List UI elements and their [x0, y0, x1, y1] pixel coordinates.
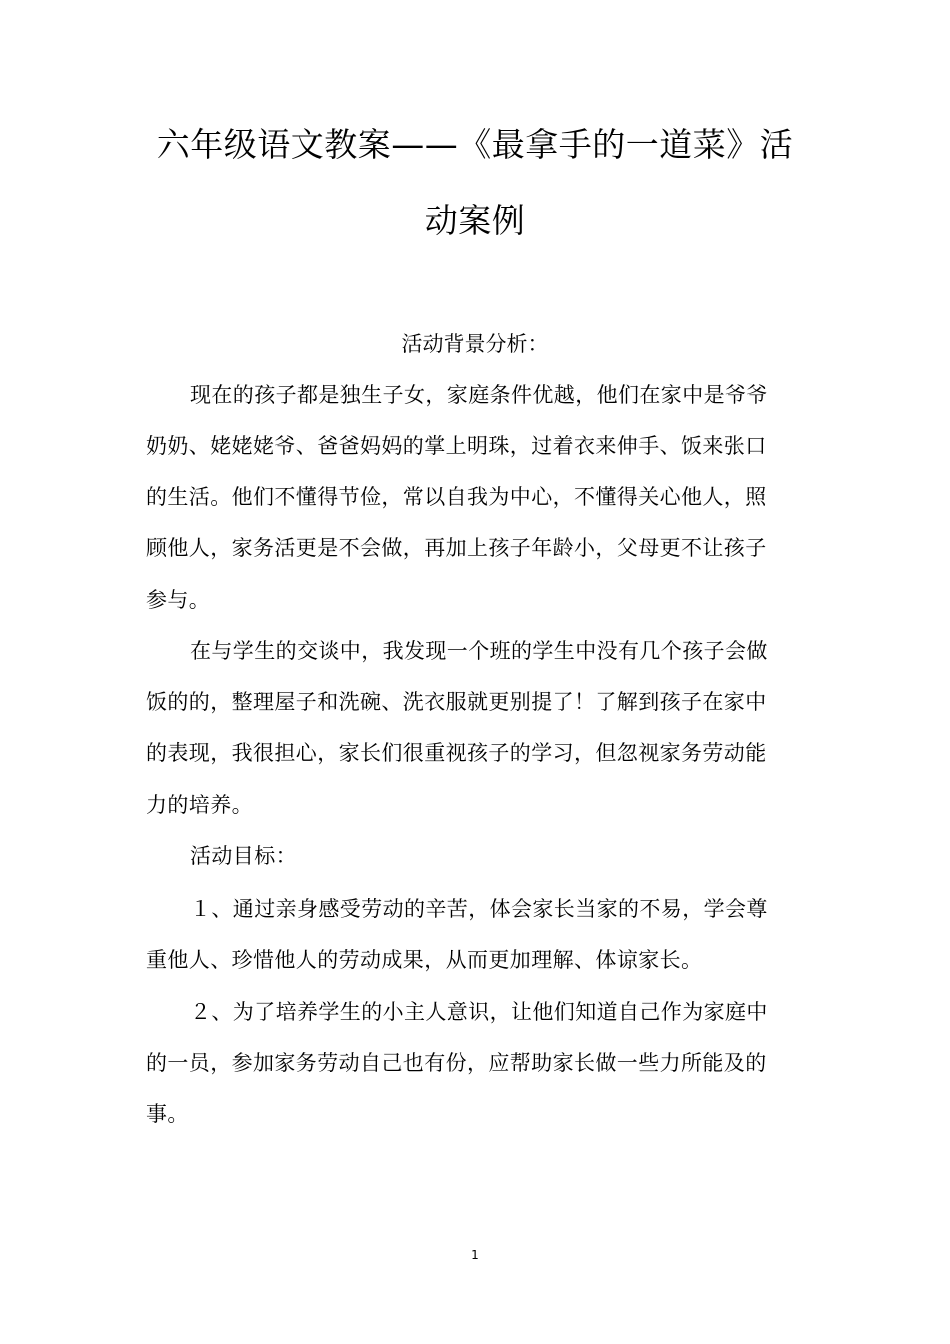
paragraph2-line-4: 力的培养。	[146, 793, 253, 817]
goal2-line-1: ２、为了培养学生的小主人意识，让他们知道自己作为家庭中	[190, 1000, 768, 1024]
document-title-line-1: 六年级语文教案——《最拿手的一道菜》活	[156, 125, 794, 164]
goal2-line-3: 事。	[146, 1102, 189, 1126]
goal1-line-2: 重他人、珍惜他人的劳动成果，从而更加理解、体谅家长。	[146, 948, 703, 972]
paragraph1-line-4: 顾他人，家务活更是不会做，再加上孩子年龄小，父母更不让孩子	[146, 536, 767, 560]
paragraph1-line-1: 现在的孩子都是独生子女，家庭条件优越，他们在家中是爷爷	[190, 383, 768, 407]
goals-heading: 活动目标：	[190, 844, 297, 868]
paragraph2-line-3: 的表现，我很担心，家长们很重视孩子的学习，但忽视家务劳动能	[146, 741, 767, 765]
paragraph1-line-2: 奶奶、姥姥姥爷、爸爸妈妈的掌上明珠，过着衣来伸手、饭来张口	[146, 434, 767, 458]
goal1-line-1: １、通过亲身感受劳动的辛苦，体会家长当家的不易，学会尊	[190, 897, 768, 921]
background-heading: 活动背景分析：	[401, 332, 549, 356]
document-title-line-2: 动案例	[424, 201, 526, 240]
paragraph2-line-1: 在与学生的交谈中，我发现一个班的学生中没有几个孩子会做	[190, 639, 768, 663]
goal2-line-2: 的一员，参加家务劳动自己也有份，应帮助家长做一些力所能及的	[146, 1051, 767, 1075]
paragraph2-line-2: 饭的的，整理屋子和洗碗、洗衣服就更别提了！了解到孩子在家中	[146, 690, 767, 714]
page-number: 1	[471, 1248, 479, 1262]
paragraph1-line-3: 的生活。他们不懂得节俭，常以自我为中心，不懂得关心他人，照	[146, 485, 767, 509]
paragraph1-line-5: 参与。	[146, 588, 211, 612]
